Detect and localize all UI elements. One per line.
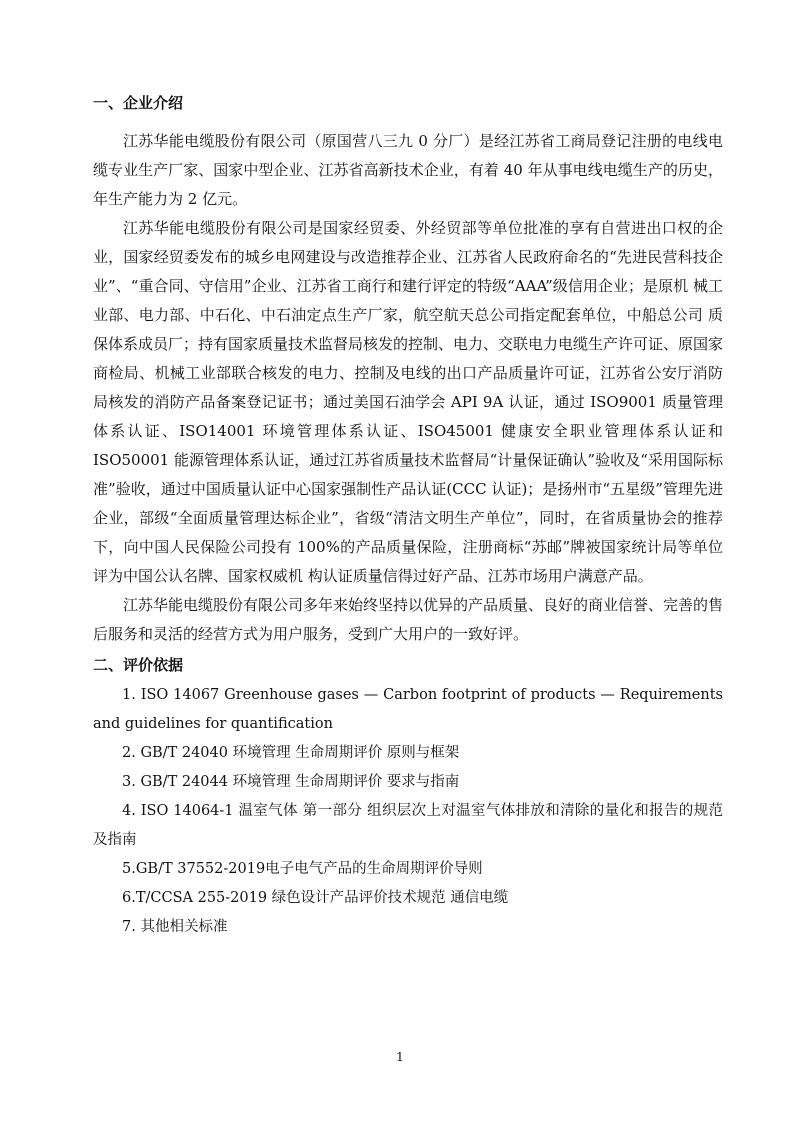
reference-item-5: 5.GB/T 37552-2019电子电气产品的生命周期评价导则: [122, 861, 483, 877]
reference-item-1: 1. ISO 14067 Greenhouse gases — Carbon footprint of products — Requirements and guidelines for quantification: [93, 687, 723, 732]
page-content: [93, 93, 723, 942]
reference-item-2: 2. GB/T 24040 环境管理 生命周期评价 原则与框架: [122, 745, 460, 761]
page-number: 1: [396, 1050, 404, 1064]
section-1-paragraph-3: 江苏华能电缆股份有限公司多年来始终坚持以优异的产品质量、良好的商业信誉、完善的售后服务和灵活的经营方式为用户服务，受到广大用户的一致好评。: [93, 596, 724, 643]
reference-item-3: 3. GB/T 24044 环境管理 生命周期评价 要求与指南: [122, 774, 460, 790]
reference-item-4: 4. ISO 14064-1 温室气体 第一部分 组织层次上对温室气体排放和清除的量化和报告的规范及指南: [93, 803, 723, 848]
section-1-paragraph-1: 江苏华能电缆股份有限公司（原国营八三九 0 分厂）是经江苏省工商局登记注册的电线电 缆专业生产厂家、国家中型企业、江苏省高新技术企业，有着 40 年从事电线电缆生产的历史， 年生产能力为 2 亿元。: [93, 132, 723, 208]
reference-item-6: 6.T/CCSA 255-2019 绿色设计产品评价技术规范 通信电缆: [122, 890, 509, 906]
section-1-heading: 一、企业介绍: [93, 94, 184, 112]
reference-item-7: 7. 其他相关标准: [122, 919, 228, 935]
section-1-paragraph-2: 江苏华能电缆股份有限公司是国家经贸委、外经贸部等单位批准的享有自营进出口权的企业，国家经贸委发布的城乡电网建设与改造推荐企业、江苏省人民政府命名的“先进民营科技企业”、“重合同、守信用”企业、江苏省工商行和建行评定的特级“AAA”级信用企业；是原机 械工业部、电力部、中石化、中石油定点生产厂家，航空航天总公司指定配套单位，中船总公司 质保体系成员厂；持有国家质量技术监督局核发的控制、电力、交联电力电缆生产许可证、原国家商检局、机械工业部联合核发的电力、控制及电线的出口产品质量许可证，江苏省公安厅消防 局核发的消防产品备案登记证书；通过美国石油学会 API 9A 认证，通过 ISO9001 质量管理体系认证、ISO14001 环境管理体系认证、ISO45001 健康安全职业管理体系认证和 ISO50001 能源管理体系认证，通过江苏省质量技术监督局“计量保证确认”验收及“采用国际标准”验收，通过中国质量认证中心国家强制性产品认证(CCC 认证)；是扬州市“五星级”管理先进企业，部级“全面质量管理达标企业”，省级“清洁文明生产单位”，同时，在省质量协会的推荐下，向中国人民保险公司投有 100%的产品质量保险，注册商标“苏邮”牌被国家统计局等单位评为中国公认名牌、国家权威机 构认证质量信得过好产品、江苏市场用户满意产品。: [93, 219, 724, 585]
section-2-heading: 二、评价依据: [93, 656, 184, 674]
